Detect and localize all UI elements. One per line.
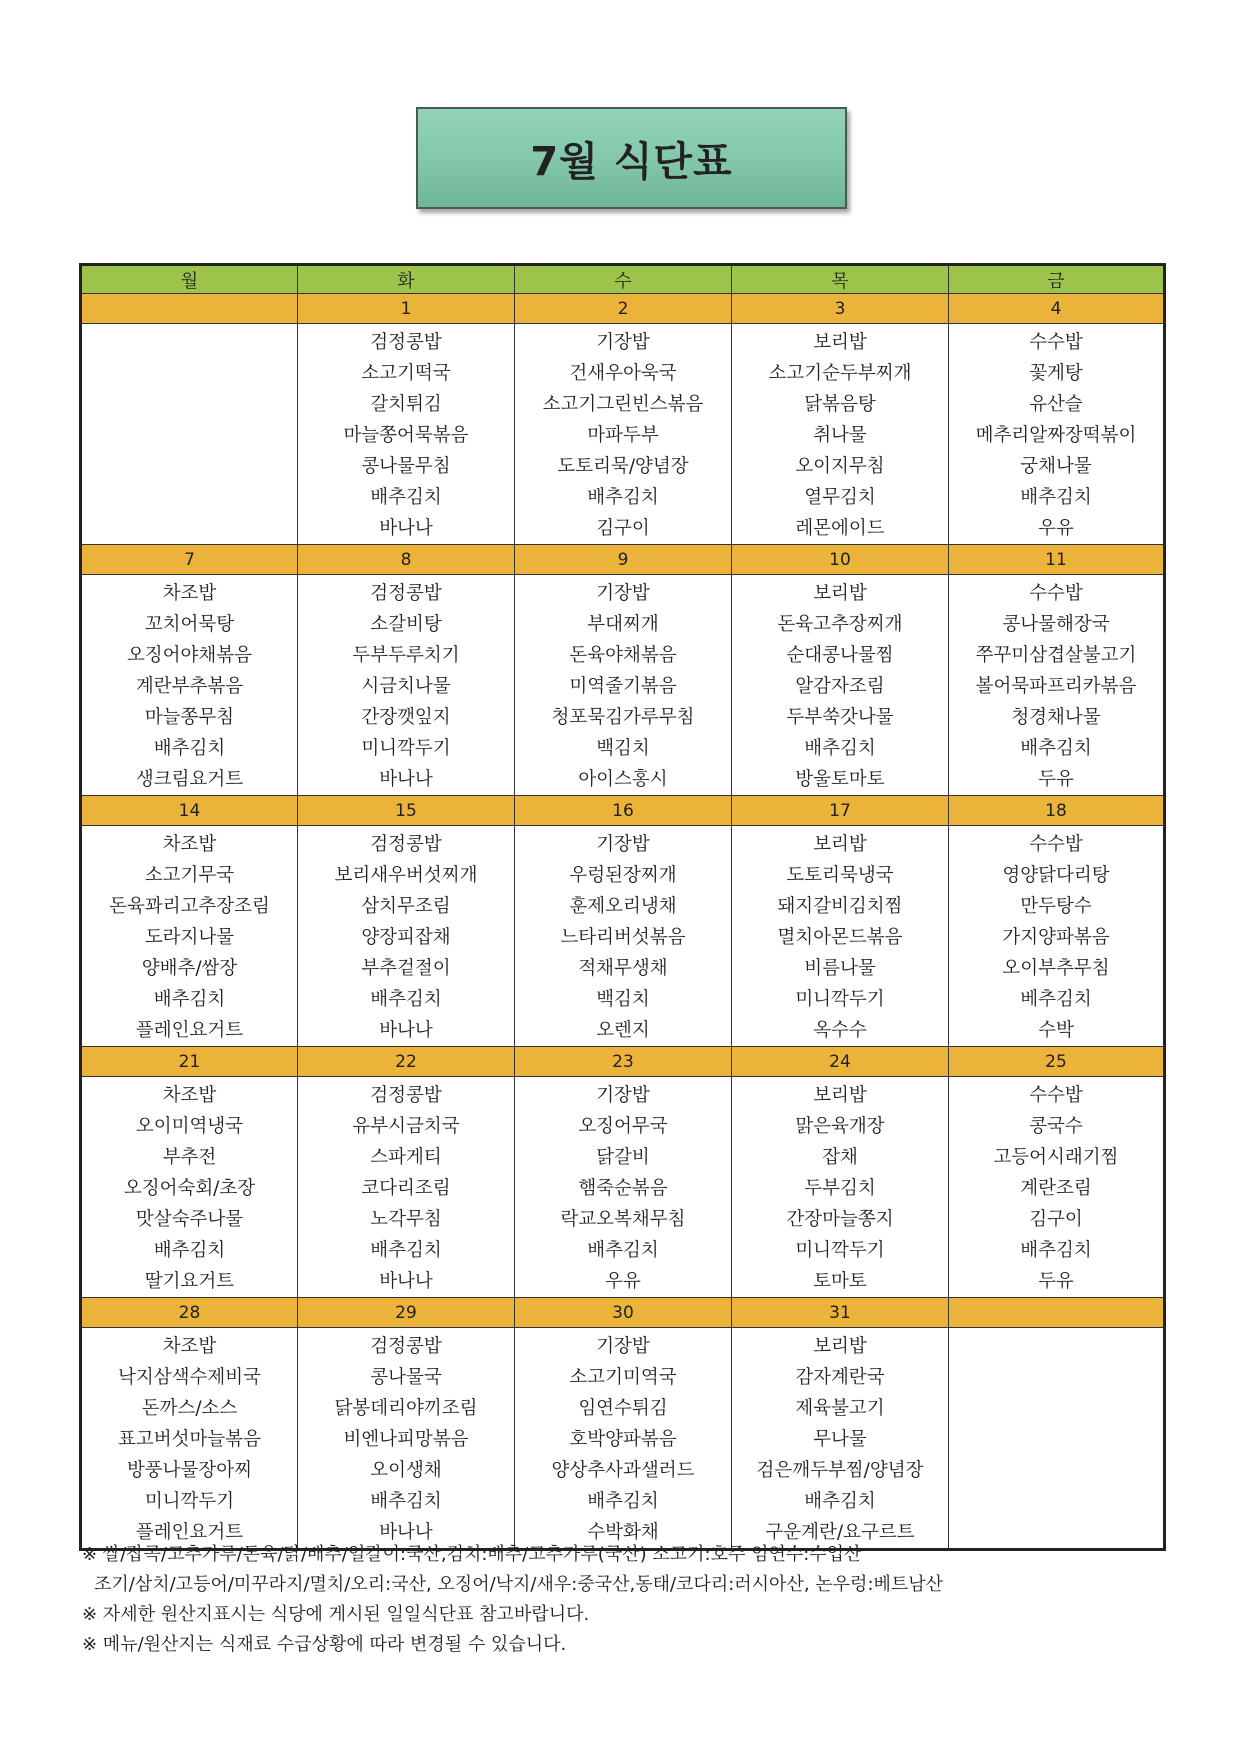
menu-item: 메추리알짜장떡볶이 [975,425,1137,446]
menu-item: 오이생채 [370,1460,442,1481]
menu-item: 오징어야채볶음 [126,645,253,666]
menu-item: 갈치튀김 [370,394,442,415]
menu-item: 바나나 [379,1271,433,1292]
menu-item: 오이미역냉국 [135,1116,244,1137]
menu-item: 오징어무국 [578,1116,668,1137]
menu-item: 청경채나물 [1011,707,1101,728]
menu-item: 오이지무침 [795,456,885,477]
menu-item: 수수밥 [1029,834,1083,855]
menu-item: 유산슬 [1029,394,1083,415]
menu-item: 배추김치 [587,487,659,508]
date-cell-thu: 17 [732,796,949,826]
menu-item: 오렌지 [596,1020,650,1041]
menu-cell-tue [298,826,515,1047]
menu-item: 백김치 [596,738,650,759]
menu-item: 미역줄기볶음 [569,676,677,697]
date-cell-tue: 29 [298,1298,515,1328]
menu-item: 고등어시래기찜 [993,1147,1119,1168]
menu-item: 보리새우버섯찌개 [334,865,478,886]
date-cell-fri: 11 [949,545,1165,575]
page-title: 7월 식단표 [530,138,733,185]
menu-cell-wed [515,826,732,1047]
menu-item: 부대찌개 [587,614,659,635]
menu-item: 배추김치 [1020,487,1092,508]
menu-cell-wed [515,575,732,796]
menu-item: 열무김치 [804,487,876,508]
menu-item: 마늘쫑무침 [144,707,235,728]
menu-item: 볼어묵파프리카볶음 [975,676,1137,697]
change-note: ※ 메뉴/원산지는 식재료 수급상황에 따라 변경될 수 있습니다. [82,1634,567,1655]
menu-item: 락교오복채무침 [560,1209,686,1230]
menu-item: 배추김치 [1020,738,1092,759]
menu-item: 기장밥 [596,834,650,855]
menu-item: 우렁된장찌개 [569,865,677,886]
menu-item: 검정콩밥 [370,1085,442,1106]
menu-item: 코다리조림 [361,1178,451,1199]
menu-item: 맛살숙주나물 [135,1209,244,1230]
date-cell-mon: 21 [81,1047,298,1077]
menu-item: 두유 [1038,769,1074,790]
menu-item: 미니깍두기 [795,989,885,1010]
menu-item: 배추김치 [587,1491,659,1512]
menu-item: 수수밥 [1029,1085,1083,1106]
date-row [81,294,1165,324]
menu-row [81,575,1165,796]
menu-item: 바나나 [379,769,433,790]
menu-item: 차조밥 [162,834,217,855]
menu-row [81,324,1165,545]
menu-cell-thu [732,826,949,1047]
menu-item: 방풍나물장아찌 [126,1460,253,1481]
weekday-header-wed: 수 [515,265,732,294]
menu-item: 소고기무국 [144,865,235,886]
menu-item: 검은깨두부찜/양념장 [756,1460,924,1481]
menu-item: 검정콩밥 [370,1336,442,1357]
date-cell-thu: 3 [732,294,949,324]
date-cell-wed: 30 [515,1298,732,1328]
date-row [81,545,1165,575]
menu-item: 감자계란국 [795,1367,885,1388]
date-cell-mon [81,294,298,324]
menu-item: 소갈비탕 [370,614,442,635]
date-cell-thu: 31 [732,1298,949,1328]
menu-item-list [298,575,514,795]
menu-item: 딸기요거트 [144,1271,235,1292]
menu-item: 표고버섯마늘볶음 [118,1429,261,1450]
menu-item: 느타리버섯볶음 [560,927,686,948]
menu-item: 보리밥 [813,583,867,604]
menu-item: 양배추/쌈장 [141,958,238,979]
menu-item: 돈육고추장찌개 [777,614,903,635]
menu-item: 닭볶음탕 [804,394,876,415]
menu-cell-fri [949,575,1165,796]
menu-cell-wed [515,1328,732,1550]
menu-cell-mon [81,324,298,545]
menu-item: 플레인요거트 [135,1522,244,1543]
menu-item: 검정콩밥 [370,583,442,604]
title-box [416,107,847,209]
menu-item: 닭봉데리야끼조림 [334,1398,478,1419]
menu-item: 돈육야채볶음 [569,645,677,666]
menu-item: 보리밥 [813,332,867,353]
menu-item: 배추김치 [370,989,442,1010]
menu-item-list [298,1077,514,1297]
menu-item: 햄죽순볶음 [578,1178,668,1199]
menu-cell-fri [949,1328,1165,1550]
menu-item: 배추김치 [153,989,226,1010]
menu-item-list [732,575,948,795]
menu-item: 기장밥 [596,583,650,604]
menu-item: 배추김치 [370,1491,442,1512]
date-row [81,1047,1165,1077]
menu-item-list [732,826,948,1046]
menu-item: 소고기떡국 [361,363,451,384]
menu-item: 영양닭다리탕 [1002,865,1110,886]
menu-cell-mon [81,1077,298,1298]
menu-item: 유부시금치국 [352,1116,460,1137]
menu-item: 돈육꽈리고추장조림 [109,896,270,917]
date-cell-fri: 25 [949,1047,1165,1077]
menu-item: 만두탕수 [1020,896,1092,917]
date-cell-mon: 14 [81,796,298,826]
menu-item: 적채무생채 [578,958,668,979]
menu-item-list [82,324,297,327]
menu-item-list [949,1077,1163,1297]
menu-item: 건새우아욱국 [569,363,677,384]
menu-item: 배추김치 [1020,1240,1092,1261]
menu-cell-mon [81,826,298,1047]
menu-item-list [82,575,297,795]
menu-item-list [515,826,731,1046]
date-cell-tue: 15 [298,796,515,826]
menu-item: 멸치아몬드볶음 [777,927,903,948]
menu-cell-tue [298,324,515,545]
date-cell-tue: 1 [298,294,515,324]
menu-item: 마파두부 [587,425,659,446]
menu-item: 소고기미역국 [569,1367,677,1388]
menu-item: 생크림요거트 [135,769,244,790]
menu-item: 베추김치 [1020,989,1092,1010]
menu-item: 우유 [605,1271,641,1292]
menu-item: 검정콩밥 [370,332,442,353]
menu-item-list [949,826,1163,1046]
menu-item: 플레인요거트 [135,1020,244,1041]
menu-item: 보리밥 [813,1336,867,1357]
date-cell-fri [949,1298,1165,1328]
menu-item: 호박양파볶음 [569,1429,677,1450]
menu-item: 바나나 [379,1020,433,1041]
menu-item-list [949,324,1163,544]
menu-item: 양장피잡채 [361,927,451,948]
menu-item: 배추김치 [804,1491,876,1512]
menu-item: 훈제오리냉채 [569,896,677,917]
menu-item-list [82,826,297,1046]
menu-item: 검정콩밥 [370,834,442,855]
menu-item: 계란부추볶음 [135,676,244,697]
menu-item: 바나나 [379,1522,433,1543]
menu-item: 꽃게탕 [1029,363,1083,384]
date-row [81,1298,1165,1328]
menu-row [81,1077,1165,1298]
menu-cell-tue [298,1328,515,1550]
menu-item: 콩국수 [1029,1116,1083,1137]
menu-item: 소고기그린빈스볶음 [542,394,704,415]
menu-item: 콩나물해장국 [1002,614,1110,635]
menu-table [79,263,1166,1551]
weekday-header-mon: 월 [81,265,298,294]
menu-item: 간장깻잎지 [361,707,451,728]
menu-item-list [732,324,948,544]
menu-item-list [515,1077,731,1297]
menu-item: 계란조림 [1020,1178,1092,1199]
menu-item: 기장밥 [596,1085,650,1106]
menu-item: 아이스홍시 [578,769,668,790]
date-cell-mon: 28 [81,1298,298,1328]
menu-item: 기장밥 [596,1336,650,1357]
date-cell-mon: 7 [81,545,298,575]
menu-table-body [81,265,1165,1550]
menu-item: 보리밥 [813,1085,867,1106]
menu-item: 두부김치 [804,1178,876,1199]
menu-item: 양상추사과샐러드 [551,1460,695,1481]
origin-note-continued: 조기/삼치/고등어/미꾸라지/멸치/오리:국산, 오징어/낙지/새우:중국산,동태/코다리:러시아산, 논우렁:베트남산 [94,1574,944,1595]
menu-item: 배추김치 [370,1240,442,1261]
menu-item: 비엔나피망볶음 [343,1429,469,1450]
menu-item: 레몬에이드 [795,518,885,539]
menu-item: 부추전 [162,1147,217,1168]
menu-item: 미니깍두기 [795,1240,885,1261]
date-cell-fri: 18 [949,796,1165,826]
menu-item: 돼지갈비김치찜 [777,896,903,917]
origin-note: ※ 쌀/잡곡/고추가루/돈육/닭/배추/얼갈이:국산,김치:배추/고추가루(국산) 소고기:호주 임연수:수입산 [82,1544,862,1565]
menu-item: 두부쑥갓나물 [786,707,894,728]
date-cell-wed: 9 [515,545,732,575]
menu-item-list [298,324,514,544]
menu-item: 삼치무조림 [361,896,451,917]
menu-cell-tue [298,575,515,796]
menu-item-list [82,1077,297,1297]
menu-cell-wed [515,324,732,545]
daily-menu-note: ※ 자세한 원산지표시는 식당에 게시된 일일식단표 참고바랍니다. [82,1604,590,1625]
menu-cell-thu [732,575,949,796]
menu-item: 수수밥 [1029,583,1083,604]
menu-item: 취나물 [813,425,867,446]
menu-item: 소고기순두부찌개 [768,363,912,384]
date-cell-thu: 10 [732,545,949,575]
menu-item: 잡채 [822,1147,858,1168]
menu-cell-mon [81,575,298,796]
menu-item: 도토리묵냉국 [786,865,894,886]
menu-item: 비름나물 [804,958,876,979]
menu-item: 배추김치 [153,1240,226,1261]
menu-item: 알감자조림 [795,676,885,697]
menu-item: 시금치나물 [361,676,451,697]
date-cell-fri: 4 [949,294,1165,324]
menu-item: 낙지삼색수제비국 [118,1367,261,1388]
menu-item: 두유 [1038,1271,1074,1292]
weekday-header-fri: 금 [949,265,1165,294]
menu-item: 차조밥 [162,1336,217,1357]
menu-cell-wed [515,1077,732,1298]
notes [82,1540,1162,1660]
menu-item: 미니깍두기 [144,1491,235,1512]
menu-item-list [732,1077,948,1297]
menu-item: 기장밥 [596,332,650,353]
menu-item: 마늘쫑어묵볶음 [343,425,469,446]
menu-item: 쭈꾸미삼겹살불고기 [975,645,1137,666]
menu-item: 간장마늘쫑지 [786,1209,894,1230]
menu-item: 돈까스/소스 [141,1398,238,1419]
date-cell-wed: 23 [515,1047,732,1077]
menu-item-list [949,575,1163,795]
date-cell-thu: 24 [732,1047,949,1077]
menu-item: 미니깍두기 [361,738,451,759]
menu-item: 궁채나물 [1020,456,1092,477]
menu-item: 오이부추무침 [1002,958,1110,979]
date-row [81,796,1165,826]
menu-cell-fri [949,324,1165,545]
weekday-header-tue: 화 [298,265,515,294]
menu-item: 순대콩나물찜 [786,645,894,666]
menu-item: 꼬치어묵탕 [144,614,235,635]
date-cell-wed: 16 [515,796,732,826]
menu-item: 도토리묵/양념장 [557,456,689,477]
menu-item: 수박화채 [587,1522,659,1543]
menu-cell-thu [732,1077,949,1298]
menu-item: 도라지나물 [144,927,235,948]
menu-item: 배추김치 [587,1240,659,1261]
menu-cell-fri [949,826,1165,1047]
menu-item: 구운계란/요구르트 [765,1522,915,1543]
menu-row [81,826,1165,1047]
weekday-header-row [81,265,1165,294]
menu-cell-tue [298,1077,515,1298]
menu-item: 부추겉절이 [361,958,451,979]
menu-cell-fri [949,1077,1165,1298]
menu-item: 김구이 [596,518,650,539]
menu-item: 임연수튀김 [578,1398,668,1419]
menu-item: 콩나물무침 [361,456,451,477]
menu-item: 배추김치 [153,738,226,759]
menu-item: 백김치 [596,989,650,1010]
menu-item: 콩나물국 [370,1367,442,1388]
menu-item: 보리밥 [813,834,867,855]
menu-item: 무나물 [813,1429,867,1450]
menu-item: 맑은육개장 [795,1116,885,1137]
menu-item: 제육불고기 [795,1398,885,1419]
weekday-header-thu: 목 [732,265,949,294]
date-cell-tue: 22 [298,1047,515,1077]
menu-item: 배추김치 [370,487,442,508]
menu-item: 배추김치 [804,738,876,759]
menu-item: 수수밥 [1029,332,1083,353]
menu-item-list [82,1328,297,1548]
menu-item: 닭갈비 [596,1147,650,1168]
menu-item: 차조밥 [162,583,217,604]
menu-item: 두부두루치기 [352,645,460,666]
menu-item: 김구이 [1029,1209,1083,1230]
menu-item-list [515,1328,731,1548]
menu-item: 차조밥 [162,1085,217,1106]
menu-item-list [298,826,514,1046]
menu-item-list [949,1328,1163,1331]
menu-item-list [515,575,731,795]
date-cell-tue: 8 [298,545,515,575]
menu-item: 오징어숙회/초장 [123,1178,256,1199]
menu-item: 바나나 [379,518,433,539]
menu-item-list [515,324,731,544]
menu-item: 수박 [1038,1020,1074,1041]
menu-item: 가지양파볶음 [1002,927,1110,948]
menu-cell-mon [81,1328,298,1550]
menu-item: 방울토마토 [795,769,885,790]
menu-item-list [298,1328,514,1548]
menu-item: 토마토 [813,1271,867,1292]
menu-item-list [732,1328,948,1548]
menu-item: 스파게티 [370,1147,442,1168]
menu-item: 옥수수 [813,1020,867,1041]
menu-row [81,1328,1165,1550]
menu-item: 청포묵김가루무침 [551,707,695,728]
menu-cell-thu [732,324,949,545]
menu-item: 우유 [1038,518,1074,539]
menu-cell-thu [732,1328,949,1550]
menu-item: 노각무침 [370,1209,442,1230]
date-cell-wed: 2 [515,294,732,324]
